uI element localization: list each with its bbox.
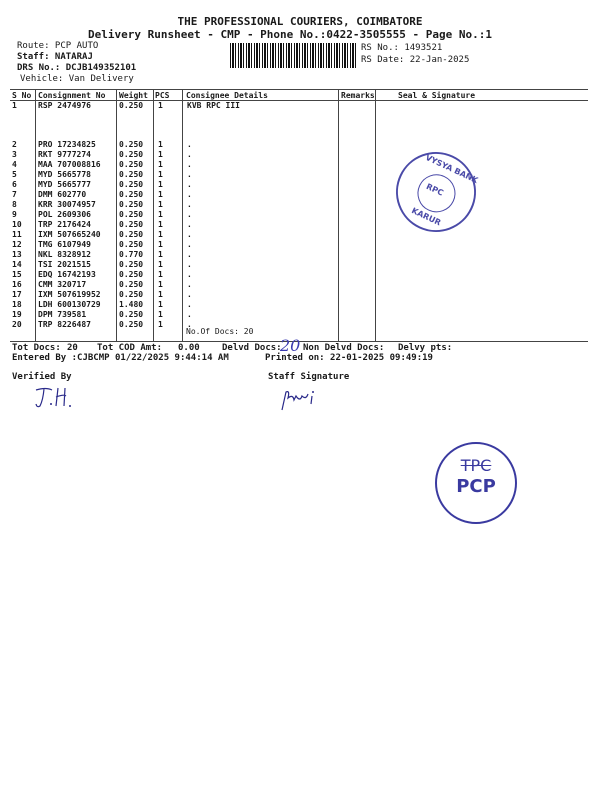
cell-consignee-details: .	[187, 250, 192, 259]
cell-consignee-details: KVB RPC III	[187, 101, 240, 110]
cell-consignment-no: TRP 2176424	[38, 220, 91, 229]
table-row	[0, 300, 600, 310]
cell-consignment-no: IXM 507619952	[38, 290, 101, 299]
cell-sno: 9	[12, 210, 17, 219]
cell-pcs: 1	[158, 240, 163, 249]
cell-weight: 0.770	[119, 250, 144, 259]
verified-by-label: Verified By	[12, 372, 72, 382]
cell-weight: 0.250	[119, 160, 144, 169]
table-row	[0, 240, 600, 250]
cell-sno: 18	[12, 300, 22, 309]
cell-consignee-details: .	[187, 200, 192, 209]
cell-sno: 17	[12, 290, 22, 299]
staff-label: Staff: NATARAJ	[17, 52, 93, 62]
courier-stamp-line2: PCP	[456, 476, 496, 497]
table-row	[0, 220, 600, 230]
cell-pcs: 1	[158, 210, 163, 219]
cell-sno: 19	[12, 310, 22, 319]
cell-weight: 0.250	[119, 290, 144, 299]
table-row	[0, 200, 600, 210]
route-label: Route: PCP AUTO	[17, 41, 99, 51]
total-cod-value: 0.00	[178, 343, 200, 353]
cell-consignee-details: .	[187, 150, 192, 159]
vehicle-label: Vehicle: Van Delivery	[20, 74, 134, 84]
col-header-consignee: Consignee Details	[186, 91, 268, 100]
company-title: THE PROFESSIONAL COURIERS, COIMBATORE	[177, 15, 423, 28]
cell-consignment-no: RKT 9777274	[38, 150, 91, 159]
table-row	[0, 280, 600, 290]
cell-weight: 0.250	[119, 260, 144, 269]
bank-seal-top-text: VYSYA BANK	[423, 152, 480, 186]
cell-consignee-details: .	[187, 300, 192, 309]
cell-consignment-no: DMM 602770	[38, 190, 87, 199]
staff-signature-label: Staff Signature	[268, 372, 350, 382]
cell-weight: 0.250	[119, 101, 144, 110]
cell-sno: 8	[12, 200, 17, 209]
table-row	[0, 210, 600, 220]
cell-sno: 15	[12, 270, 22, 279]
cell-sno: 4	[12, 160, 17, 169]
cell-consignee-details: .	[187, 160, 192, 169]
cell-sno: 2	[12, 140, 17, 149]
cell-pcs: 1	[158, 310, 163, 319]
total-docs-label: Tot Docs:	[12, 343, 61, 353]
cell-consignee-details: .	[187, 260, 192, 269]
cell-sno: 6	[12, 180, 17, 189]
bank-seal-bottom-text: KARUR	[410, 206, 443, 228]
cell-consignee-details: .	[187, 290, 192, 299]
table-row	[0, 160, 600, 170]
col-header-consignment: Consignment No	[38, 91, 106, 100]
cell-sno: 1	[12, 101, 17, 110]
cell-pcs: 1	[158, 101, 163, 110]
table-row	[0, 310, 600, 320]
table-row	[0, 150, 600, 160]
cell-pcs: 1	[158, 150, 163, 159]
staff-signature-mark	[278, 386, 322, 414]
cell-consignee-details: .	[187, 320, 192, 329]
cell-pcs: 1	[158, 270, 163, 279]
cell-consignment-no: MAA 707008816	[38, 160, 101, 169]
cell-consignee-details: .	[187, 210, 192, 219]
cell-pcs: 1	[158, 300, 163, 309]
cell-consignee-details: .	[187, 170, 192, 179]
barcode	[230, 43, 356, 68]
table-top-border	[10, 89, 588, 90]
cell-consignment-no: CMM 320717	[38, 280, 87, 289]
cell-consignee-details: .	[187, 180, 192, 189]
cell-consignee-details: .	[187, 280, 192, 289]
total-docs-value: 20	[67, 343, 78, 353]
cell-consignee-details: .	[187, 230, 192, 239]
cell-consignment-no: RSP 2474976	[38, 101, 91, 110]
cell-weight: 0.250	[119, 310, 144, 319]
cell-consignment-no: NKL 8328912	[38, 250, 91, 259]
table-row	[0, 190, 600, 200]
printed-on: Printed on: 22-01-2025 09:49:19	[265, 353, 433, 363]
table-row	[0, 290, 600, 300]
table-row	[0, 101, 600, 111]
courier-stamp-line1: TPC	[460, 456, 492, 475]
cell-pcs: 1	[158, 200, 163, 209]
delivered-docs-label: Delvd Docs:	[222, 343, 282, 353]
rs-date: RS Date: 22-Jan-2025	[361, 55, 470, 65]
col-header-seal: Seal & Signature	[398, 91, 476, 100]
cell-weight: 0.250	[119, 180, 144, 189]
cell-consignment-no: TSI 2021515	[38, 260, 91, 269]
cell-weight: 0.250	[119, 150, 144, 159]
no-of-docs: No.Of Docs: 20	[186, 327, 254, 336]
cell-weight: 0.250	[119, 140, 144, 149]
table-row	[0, 260, 600, 270]
cell-consignment-no: KRR 30074957	[38, 200, 96, 209]
courier-stamp	[435, 442, 517, 524]
cell-consignee-details: .	[187, 310, 192, 319]
cell-weight: 0.250	[119, 320, 144, 329]
cell-sno: 14	[12, 260, 22, 269]
cell-pcs: 1	[158, 160, 163, 169]
cell-pcs: 1	[158, 140, 163, 149]
cell-consignment-no: PRO 17234825	[38, 140, 96, 149]
cell-weight: 0.250	[119, 210, 144, 219]
cell-consignment-no: DPM 739581	[38, 310, 87, 319]
cell-pcs: 1	[158, 260, 163, 269]
cell-consignment-no: TRP 8226487	[38, 320, 91, 329]
cell-sno: 11	[12, 230, 22, 239]
rs-number: RS No.: 1493521	[361, 43, 443, 53]
table-row	[0, 140, 600, 150]
table-row	[0, 180, 600, 190]
total-cod-label: Tot COD Amt:	[97, 343, 163, 353]
cell-weight: 1.480	[119, 300, 144, 309]
delivery-points-label: Delvy pts:	[398, 343, 453, 353]
cell-pcs: 1	[158, 280, 163, 289]
table-row	[0, 270, 600, 280]
cell-consignment-no: TMG 6107949	[38, 240, 91, 249]
cell-pcs: 1	[158, 190, 163, 199]
cell-weight: 0.250	[119, 200, 144, 209]
col-header-sno: S No	[12, 91, 32, 100]
cell-consignment-no: LDH 600130729	[38, 300, 101, 309]
cell-sno: 5	[12, 170, 17, 179]
cell-sno: 13	[12, 250, 22, 259]
cell-consignee-details: .	[187, 140, 192, 149]
cell-sno: 10	[12, 220, 22, 229]
cell-weight: 0.250	[119, 280, 144, 289]
cell-pcs: 1	[158, 290, 163, 299]
col-header-remarks: Remarks	[341, 91, 375, 100]
table-row	[0, 320, 600, 330]
table-row	[0, 230, 600, 240]
table-row	[0, 170, 600, 180]
cell-consignee-details: .	[187, 220, 192, 229]
cell-pcs: 1	[158, 320, 163, 329]
table-row	[0, 250, 600, 260]
bank-seal-center-text: RPC	[424, 181, 445, 198]
verifier-signature	[32, 384, 78, 412]
cell-consignment-no: POL 2609306	[38, 210, 91, 219]
cell-weight: 0.250	[119, 240, 144, 249]
cell-consignment-no: MYD 5665778	[38, 170, 91, 179]
cell-pcs: 1	[158, 220, 163, 229]
cell-weight: 0.250	[119, 170, 144, 179]
cell-sno: 3	[12, 150, 17, 159]
cell-consignee-details: .	[187, 270, 192, 279]
cell-weight: 0.250	[119, 270, 144, 279]
cell-weight: 0.250	[119, 190, 144, 199]
drs-number: DRS No.: DCJB149352101	[17, 63, 137, 73]
cell-consignment-no: MYD 5665777	[38, 180, 91, 189]
cell-sno: 7	[12, 190, 17, 199]
runsheet-subtitle: Delivery Runsheet - CMP - Phone No.:0422-3505555 - Page No.:1	[88, 28, 492, 41]
cell-consignee-details: .	[187, 240, 192, 249]
cell-sno: 12	[12, 240, 22, 249]
cell-consignee-details: .	[187, 190, 192, 199]
cell-sno: 16	[12, 280, 22, 289]
delivered-docs-handwritten: 20	[280, 336, 301, 355]
cell-consignment-no: IXM 507665240	[38, 230, 101, 239]
cell-weight: 0.250	[119, 230, 144, 239]
cell-pcs: 1	[158, 230, 163, 239]
cell-sno: 20	[12, 320, 22, 329]
cell-pcs: 1	[158, 180, 163, 189]
cell-pcs: 1	[158, 250, 163, 259]
cell-consignment-no: EDQ 16742193	[38, 270, 96, 279]
non-delivered-docs-label: Non Delvd Docs:	[303, 343, 385, 353]
cell-pcs: 1	[158, 170, 163, 179]
cell-weight: 0.250	[119, 220, 144, 229]
entered-by: Entered By :CJBCMP 01/22/2025 9:44:14 AM	[12, 353, 229, 363]
col-header-pcs: PCS	[155, 91, 170, 100]
col-header-weight: Weight	[119, 91, 148, 100]
